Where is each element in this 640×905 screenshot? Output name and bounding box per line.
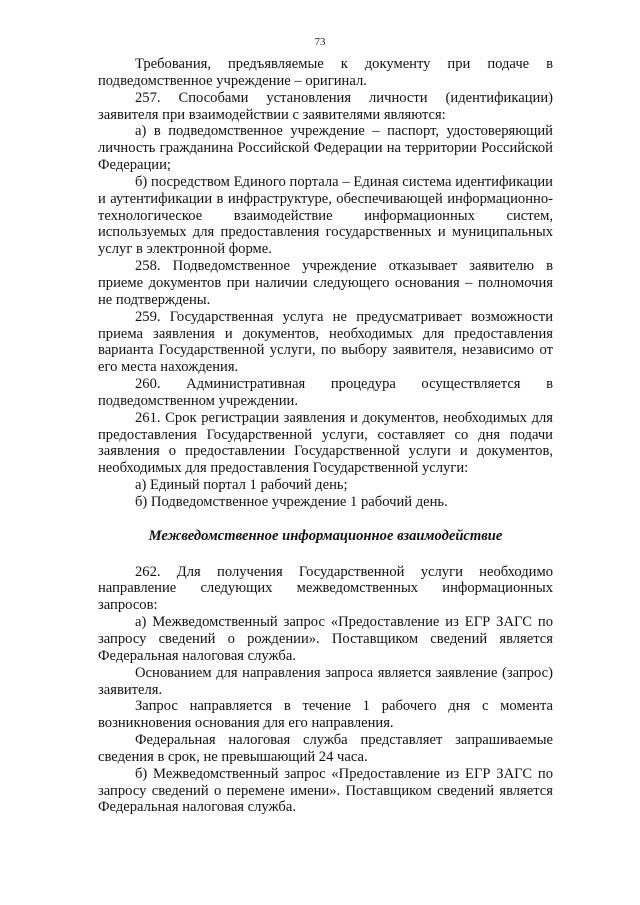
paragraph: 261. Срок регистрации заявления и документов, необходимых для предоставления Государственной услуги, составляет со дня подачи заявления о предоставлении Государственной услуги и документов, необходимых для предоставления Государственной услуги: xyxy=(98,409,553,477)
paragraph: а) Единый портал 1 рабочий день; xyxy=(135,477,348,494)
page-number: 73 xyxy=(314,36,326,48)
paragraph: а) в подведомственное учреждение – паспорт, удостоверяющий личность гражданина Российской Федерации на территории Российской Федерации; xyxy=(98,123,553,174)
paragraph: Требования, предъявляемые к документу при подаче в подведомственное учреждение – оригинал. xyxy=(98,56,553,89)
paragraph: 258. Подведомственное учреждение отказывает заявителю в приеме документов при наличии следующего основания – полномочия не подтверждены. xyxy=(98,258,553,308)
paragraph: а) Межведомственный запрос «Предоставление из ЕГР ЗАГС по запросу сведений о рождении». Поставщиком сведений является Федеральная налоговая служба. xyxy=(98,614,553,664)
paragraph: б) Подведомственное учреждение 1 рабочий день. xyxy=(135,493,448,510)
paragraph: 259. Государственная услуга не предусматривает возможности приема заявления и документов, необходимых для предоставления варианта Государственной услуги, по выбору заявителя, независимо от его места нахождения. xyxy=(98,308,553,376)
paragraph: 257. Способами установления личности (идентификации) заявителя при взаимодействии с заявителями являются: xyxy=(98,89,553,123)
paragraph: 260. Административная процедура осуществляется в подведомственном учреждении. xyxy=(98,376,553,409)
paragraph: 262. Для получения Государственной услуги необходимо направление следующих межведомственных информационных запросов: xyxy=(98,563,553,614)
paragraph: Основанием для направления запроса является заявление (запрос) заявителя. xyxy=(98,664,553,698)
document-body xyxy=(98,56,553,816)
paragraph: б) Межведомственный запрос «Предоставление из ЕГР ЗАГС по запросу сведений о перемене имени». Поставщиком сведений является Федеральная налоговая служба. xyxy=(98,765,553,816)
paragraph: Запрос направляется в течение 1 рабочего дня с момента возникновения основания для его направления. xyxy=(98,698,553,732)
section-heading: Межведомственное информационное взаимодействие xyxy=(148,527,503,544)
paragraph: б) посредством Единого портала – Единая система идентификации и аутентификации в инфраструктуре, обеспечивающей информационно-технологическое взаимодействие информационных систем, используемых для предоставления государственных и муниципальных услуг в электронной форме. xyxy=(98,173,553,258)
paragraph: Федеральная налоговая служба представляет запрашиваемые сведения в срок, не превышающий 24 часа. xyxy=(98,732,553,765)
